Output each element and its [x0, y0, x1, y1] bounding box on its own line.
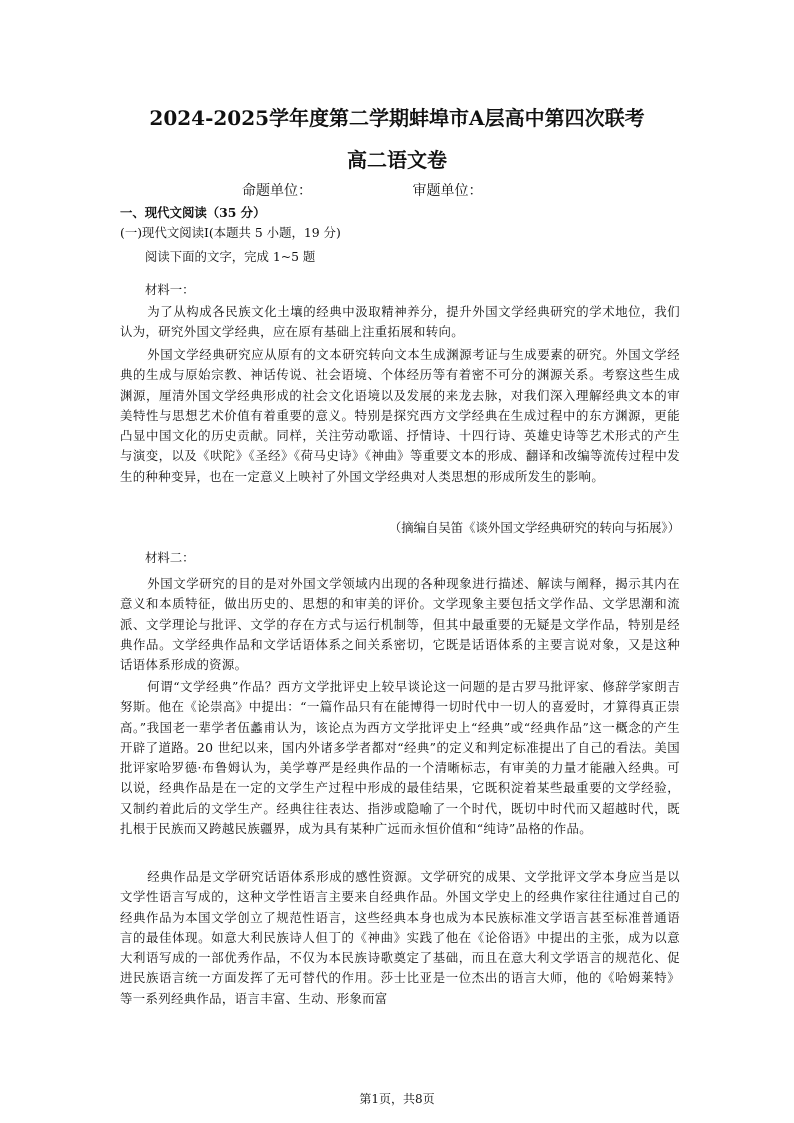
material2-paragraph: 外国文学研究的目的是对外国文学领域内出现的各种现象进行描述、解读与阐释，揭示其内在意义和本质特征，做出历史的、思想的和审美的评价。文学现象主要包括文学作品、文学思潮和流派、文学理论与批评、文学的存在方式与运行机制等，但其中最重要的无疑是文学作品，特别是经典作品。文学经典作品和文学话语体系之间关系密切，它既是话语体系的主要言说对象，又是这种话语体系形成的资源。	[120, 576, 680, 673]
material1-paragraph: 为了从构成各民族文化土壤的经典中汲取精神养分，提升外国文学经典研究的学术地位，我们认为，研究外国文学经典，应在原有基础上注重拓展和转向。	[120, 304, 680, 340]
setter-label: 命题单位：	[242, 183, 312, 199]
material1-paragraph: 外国文学经典研究应从原有的文本研究转向文本生成渊源考证与生成要素的研究。外国文学经典的生成与原始宗教、神话传说、社会语境、个体经历等有着密不可分的渊源关系。考察这些生成渊源，厘清外国文学经典形成的社会文化语境以及发展的来龙去脉，对我们深入理解经典文本的审美特性与思想艺术价值有着重要的意义。特别是探究西方文学经典在生成过程中的东方渊源，更能凸显中国文化的历史贡献。同样，关注劳动歌谣、抒情诗、十四行诗、英雄史诗等艺术形式的产生与演变，以及《吠陀》《圣经》《荷马史诗》《神曲》等重要文本的形成、翻译和改编等流传过程中发生的种种变异，也在一定意义上映衬了外国文学经典对人类思想的形成所发生的影响。	[120, 347, 680, 484]
material2-paragraph: 经典作品是文学研究话语体系形成的感性资源。文学研究的成果、文学批评文学本身应当是以文学性语言写成的，这种文学性语言主要来自经典作品。外国文学史上的经典作家往往通过自己的经典作品为本国文学创立了规范性语言，这些经典本身也成为本民族标准文学语言甚至标准普通语言的最佳体现。如意大利民族诗人但丁的《神曲》实践了他在《论俗语》中提出的主张，成为以意大利语写成的一部优秀作品，不仅为本民族诗歌奠定了基础，而且在意大利文学语言的规范化、促进民族语言统一方面发挥了无可替代的作用。莎士比亚是一位杰出的语言大师，他的《哈姆莱特》等一系列经典作品，语言丰富、生动、形象而富	[120, 869, 680, 1006]
exam-title: 2024-2025学年度第二学期蚌埠市A层高中第四次联考	[149, 106, 645, 130]
section-subheading: (一)现代文阅读I(本题共 5 小题，19 分)	[120, 225, 341, 240]
material2-paragraph: 何谓“文学经典”作品？西方文学批评史上较早谈论这一问题的是古罗马批评家、修辞学家朗吉努斯。他在《论崇高》中提出：“一篇作品只有在能博得一切时代中一切人的喜爱时，才算得真正崇高。”我国老一辈学者伍蠡甫认为，该论点为西方文学批评史上“经典”或“经典作品”这一概念的产生开辟了道路。20 世纪以来，国内外诸多学者都对“经典”的定义和判定标准提出了自己的看法。美国批评家哈罗德·布鲁姆认为，美学尊严是经典作品的一个清晰标志，有审美的力量才能融入经典。可以说，经典作品是在一定的文学生产过程中形成的最佳结果，它既积淀着某些最重要的文学经验，又制约着此后的文学生产。经典往往表达、指涉或隐喻了一个时代，既切中时代而又超越时代，既扎根于民族而又跨越民族疆界，成为具有某种广远而永恒价值和“纯诗”品格的作品。	[120, 679, 680, 837]
page-number: 第1页，共8页	[359, 1092, 435, 1106]
material1-source: （摘编自吴笛《谈外国文学经典研究的转向与拓展》）	[388, 520, 680, 535]
reading-instruction: 阅读下面的文字，完成 1~5 题	[145, 249, 316, 264]
material1-label: 材料一：	[145, 282, 195, 297]
exam-subtitle: 高二语文卷	[347, 148, 447, 172]
setter-reviewer-row	[242, 180, 482, 200]
material2-label: 材料二：	[145, 550, 195, 565]
reviewer-label: 审题单位：	[412, 183, 483, 199]
section-heading: 一、现代文阅读（35 分）	[120, 205, 266, 220]
